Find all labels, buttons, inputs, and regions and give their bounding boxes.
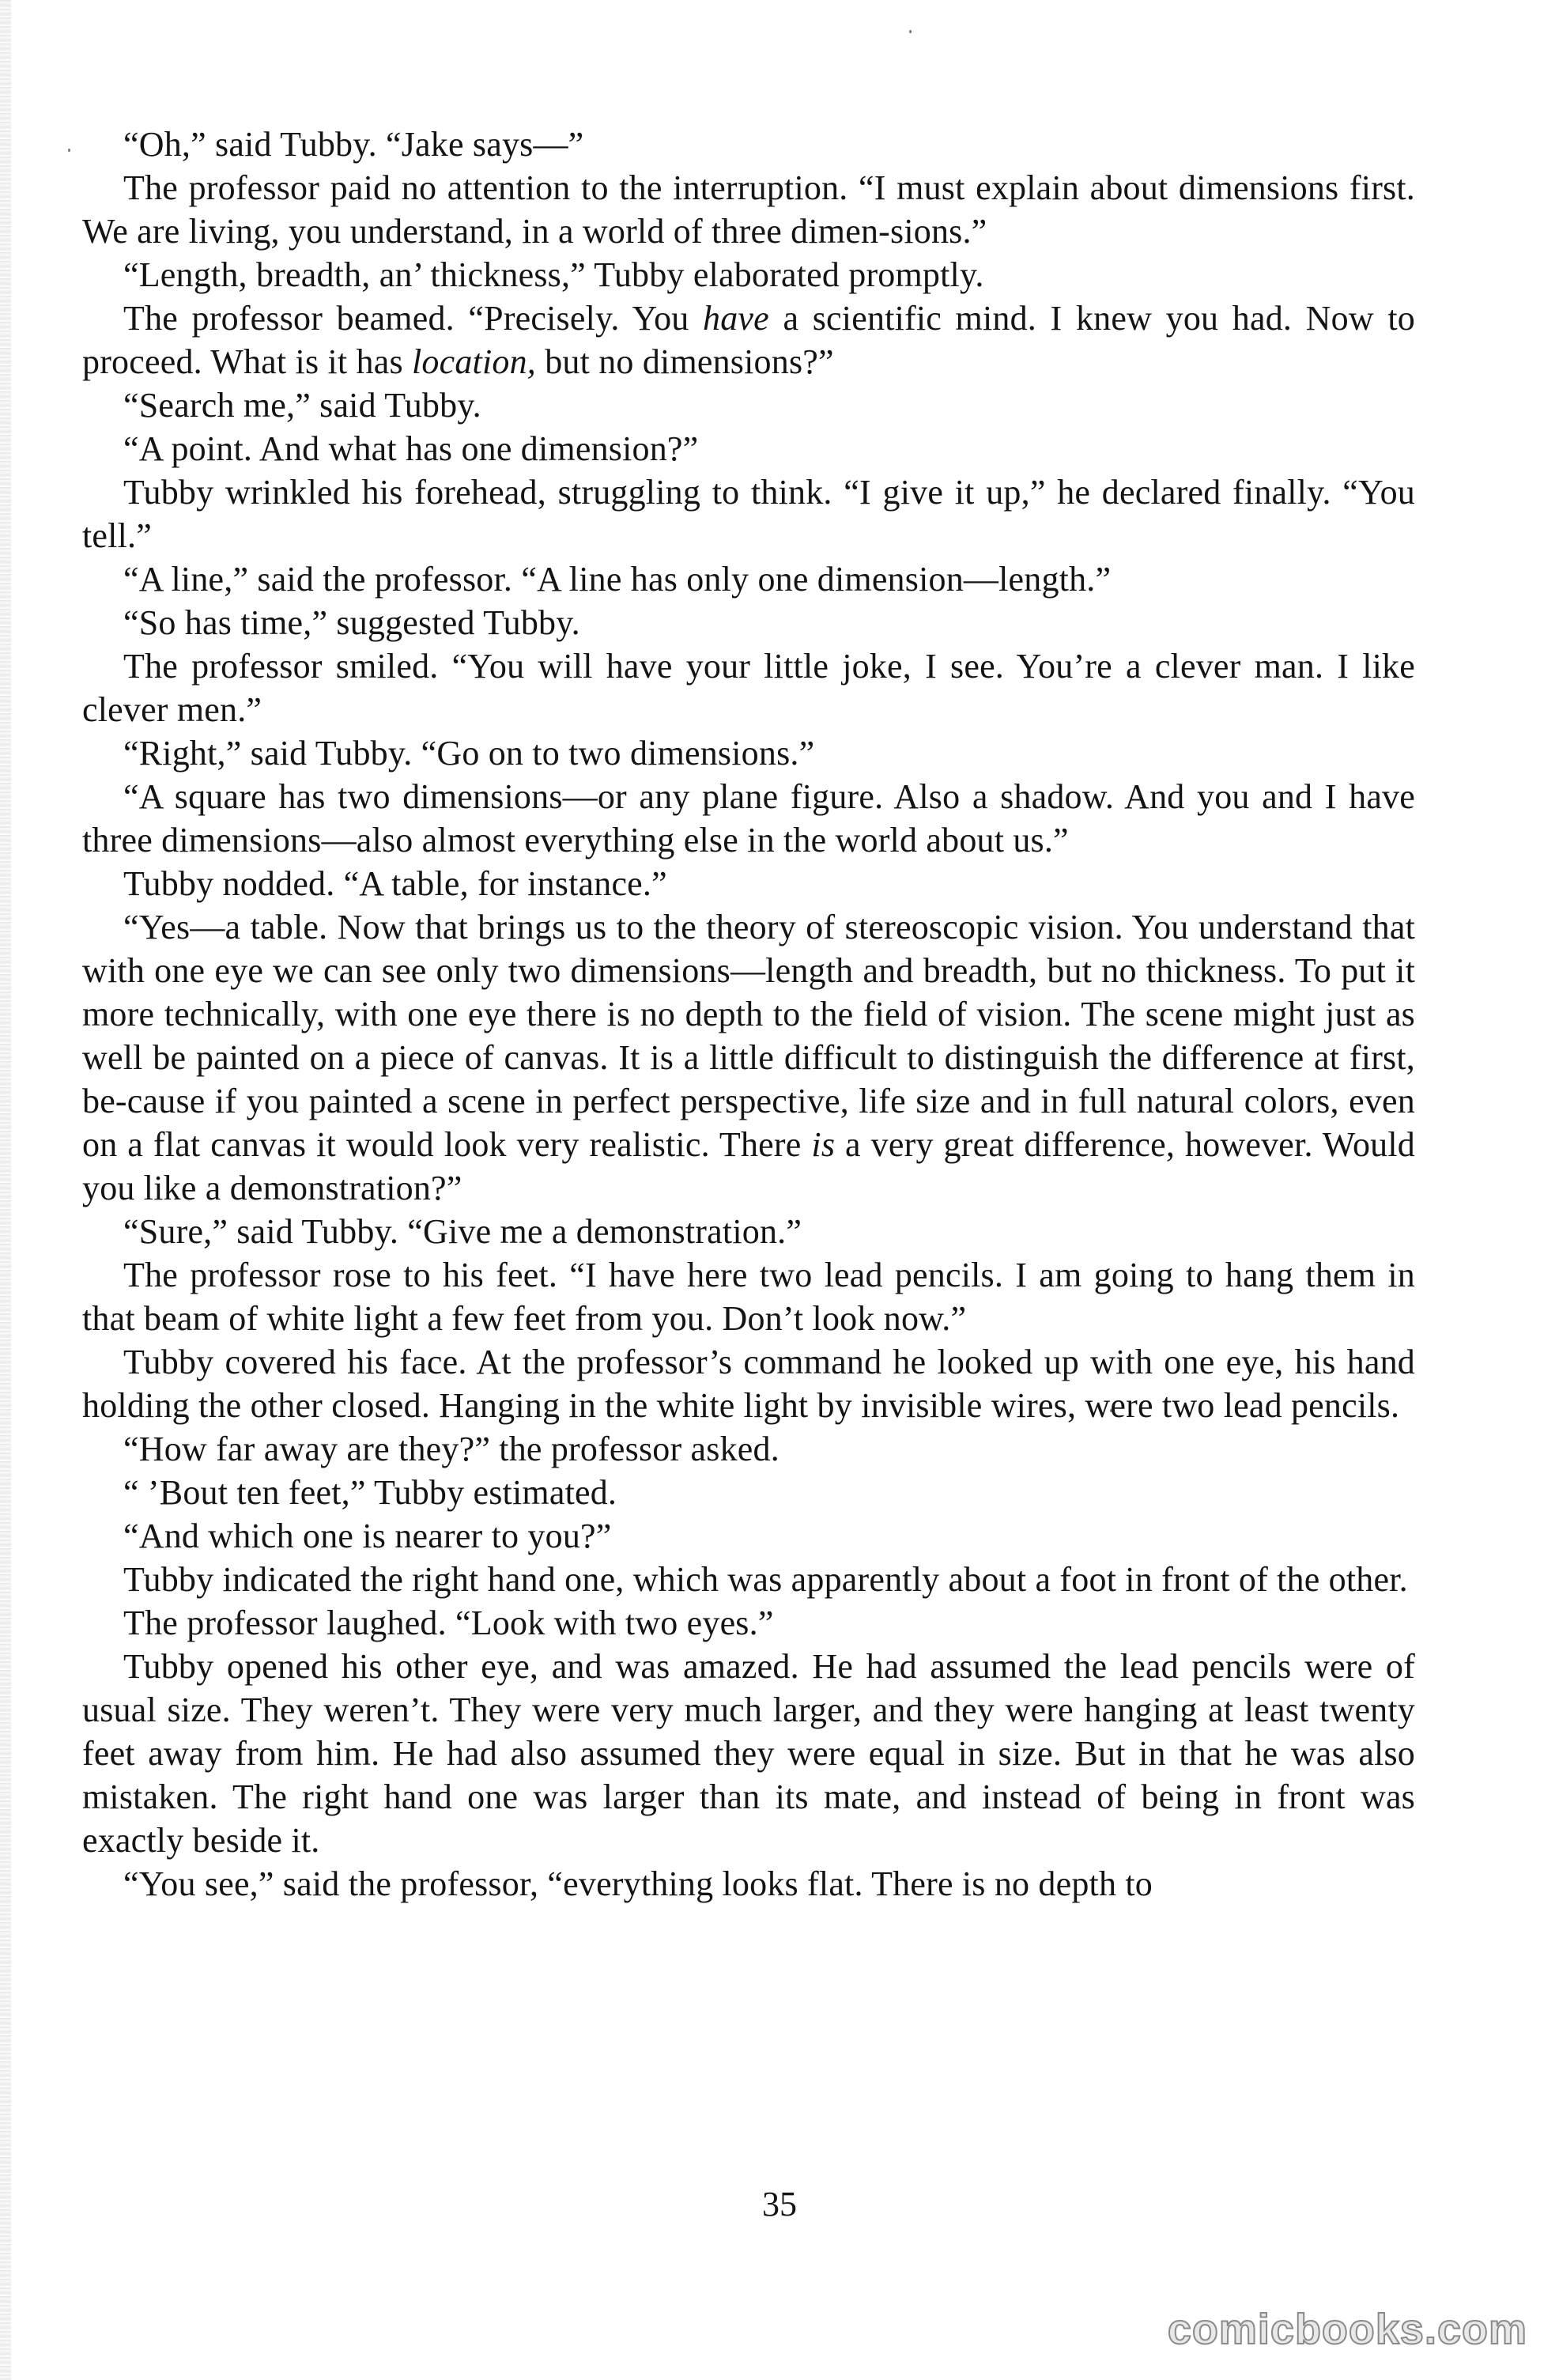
paragraph (82, 383, 1415, 427)
paragraph-text: a scientific mind. I knew you had. Now to proceed. What is it has (82, 299, 1415, 381)
paragraph-text: “Oh,” said Tubby. “Jake says—” (123, 125, 584, 164)
paragraph (82, 1601, 1415, 1645)
paragraph (82, 470, 1415, 557)
paragraph-text: “Right,” said Tubby. “Go on to two dimensions.” (123, 734, 815, 773)
watermark-logo: comicbooks.com (1167, 2306, 1527, 2353)
paragraph-text: “So has time,” suggested Tubby. (123, 603, 580, 642)
paragraph-text: The professor paid no attention to the interruption. “I must explain about dimensions first. We are living, you understand, in a world of three dimen-sions.” (82, 168, 1415, 251)
paragraph (82, 1558, 1415, 1601)
paragraph (82, 1471, 1415, 1514)
paragraph-text: “A point. And what has one dimension?” (123, 429, 699, 468)
paragraph (82, 1514, 1415, 1558)
paragraph (82, 166, 1415, 253)
paragraph-text: Tubby covered his face. At the professor’s command he looked up with one eye, his hand holding the other closed. Hanging in the white light by invisible wires, were two lead pencils. (82, 1343, 1415, 1425)
paragraph-text: “ ’Bout ten feet,” Tubby estimated. (123, 1473, 617, 1512)
paragraph-text: “Yes—a table. Now that brings us to the theory of stereoscopic vision. You understand that with one eye we can see only two dimensions—length and breadth, but no thickness. To put it more technically, with one eye there is no depth to the field of vision. The scene might just as well be painted on a piece of canvas. It is a little difficult to distinguish the difference at first, be-cause if you painted a scene in perfect perspective, life size and in full natural colors, even on a flat canvas it would look very realistic. There (82, 908, 1415, 1164)
page-number: 35 (762, 2185, 797, 2223)
paragraph-text: a very great difference, however. Would you like a demonstration?” (82, 1125, 1415, 1207)
paragraph-text: “Length, breadth, an’ thickness,” Tubby elaborated promptly. (123, 255, 984, 294)
paragraph-text: Tubby opened his other eye, and was amazed. He had assumed the lead pencils were of usual size. They weren’t. They were very much larger, and they were hanging at least twenty feet away from him. He had also assumed they were equal in size. But in that he was also mistaken. The right hand one was larger than its mate, and instead of being in front was exactly beside it. (82, 1647, 1415, 1860)
emphasized-text: location, (411, 342, 536, 381)
paragraph (82, 253, 1415, 297)
paragraph-text: “How far away are they?” the professor asked. (123, 1430, 780, 1468)
body-text (82, 123, 1415, 1906)
paragraph-text: “Search me,” said Tubby. (123, 386, 481, 425)
paragraph (82, 644, 1415, 731)
paragraph-text: The professor rose to his feet. “I have here two lead pencils. I am going to hang them in that beam of white light a few feet from you. Don’t look now.” (82, 1256, 1415, 1338)
paragraph-text: Tubby wrinkled his forehead, struggling to think. “I give it up,” he declared finally. “You tell.” (82, 473, 1415, 555)
paragraph (82, 862, 1415, 905)
emphasized-text: is (811, 1125, 836, 1164)
paragraph (82, 1645, 1415, 1862)
emphasized-text: have (703, 299, 769, 338)
paragraph-text: Tubby indicated the right hand one, which was apparently about a foot in front of the other. (123, 1560, 1408, 1599)
paragraph-text: The professor beamed. “Precisely. You (123, 299, 704, 338)
paragraph (82, 1340, 1415, 1427)
paragraph (82, 427, 1415, 470)
paragraph (82, 731, 1415, 775)
paragraph-text: The professor smiled. “You will have your little joke, I see. You’re a clever man. I like clever men.” (82, 647, 1415, 729)
paragraph-text: “A square has two dimensions—or any plane figure. Also a shadow. And you and I have three dimensions—also almost everything else in the world about us.” (82, 777, 1415, 859)
paragraph (82, 557, 1415, 601)
paragraph-text: Tubby nodded. “A table, for instance.” (123, 864, 667, 903)
paragraph (82, 1427, 1415, 1471)
paragraph (82, 775, 1415, 862)
paragraph (82, 601, 1415, 644)
paragraph (82, 1862, 1415, 1906)
page-edge-shading (0, 0, 11, 2380)
paragraph-text: “You see,” said the professor, “everything looks flat. There is no depth to (123, 1864, 1153, 1903)
paragraph-text: “And which one is nearer to you?” (123, 1517, 612, 1555)
paragraph-text: but no dimensions?” (536, 342, 834, 381)
scan-speck (909, 30, 912, 33)
paragraph-text: “A line,” said the professor. “A line has only one dimension—length.” (123, 560, 1112, 599)
paragraph (82, 905, 1415, 1210)
paragraph (82, 1253, 1415, 1340)
scan-speck (68, 149, 70, 152)
paragraph (82, 123, 1415, 166)
paragraph (82, 297, 1415, 383)
paragraph-text: The professor laughed. “Look with two eyes.” (123, 1604, 774, 1642)
paragraph (82, 1210, 1415, 1253)
paragraph-text: “Sure,” said Tubby. “Give me a demonstration.” (123, 1212, 802, 1251)
